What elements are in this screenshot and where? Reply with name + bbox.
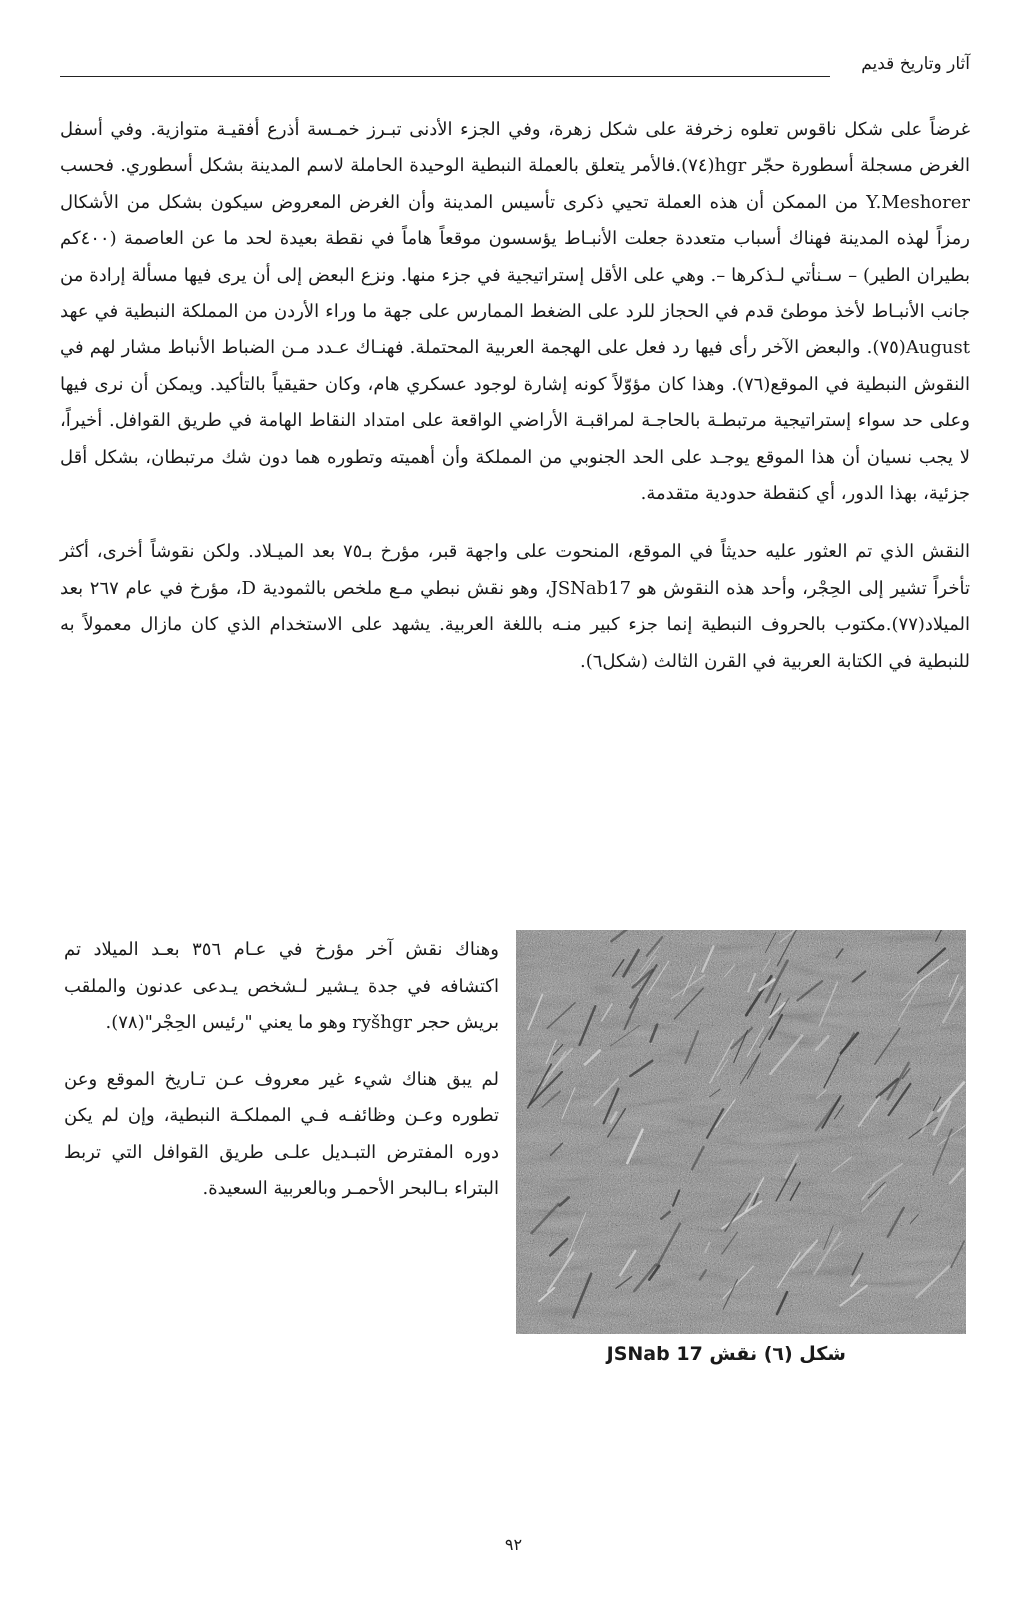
paragraph-1: غرضاً على شكل ناقوس تعلوه زخرفة على شكل زهرة، وفي الجزء الأدنى تبـرز خمـسة أذرع أفقيـة متوازية. وفي أسفل الغرض مسجلة أسطورة حجّر hgr(٧٤).فالأمر يتعلق بالعملة النبطية الوحيدة الحاملة لاسم المدينة بشكل أسطوري. فحسب Y.Meshorer من الممكن أن هذه العملة تحيي ذكرى تأسيس المدينة وأن الغرض المعروض سيكون بشكل من الأشكال رمزاً لهذه المدينة فهناك أسباب متعددة جعلت الأنبـاط يؤسسون موقعاً هاماً في نقطة بعيدة لحد ما عن العاصمة (٤٠٠كم بطيران الطير) – سـنأتي لـذكرها –. وهي على الأقل إستراتيجية في جزء منها. ونزع البعض إلى أن يرى فيها مسألة إرادة من جانب الأنبـاط لأخذ موطئ قدم في الحجاز للرد على الضغط الممارس على جهة ما وراء الأردن من المملكة النبطية في عهد August(٧٥). والبعض الآخر رأى فيها رد فعل على الهجمة العربية المحتملة. فهنـاك عـدد مـن الضباط الأنباط مشار لهم في النقوش النبطية في الموقع(٧٦). وهذا كان مؤوّلاً كونه إشارة لوجود عسكري هام، وكان حقيقياً بالتأكيد. ويمكن أن نرى فيها وعلى حد سواء إستراتيجية مرتبطـة بالحاجـة لمراقبـة الأراضي الواقعة على امتداد النقاط الهامة في طريق القوافل. أخيراً، لا يجب نسيان أن هذا الموقع يوجـد على الحد الجنوبي من المملكة وأن أهميته وتطوره هما دون شك مرتبطان، بشكل أقل جزئية، بهذا الدور، أي كنقطة حدودية متقدمة.	[60, 119, 970, 505]
side-paragraph-1: وهناك نقش آخر مؤرخ في عـام ٣٥٦ بعـد الميلاد تم اكتشافه في جدة يـشير لـشخص يـدعى عدنون والملقب بريش حجر ryšhgr وهو ما يعني "رئيس الحِجْر"(٧٨).	[64, 939, 499, 1033]
side-paragraph-2: لم يبق هناك شيء غير معروف عـن تـاريخ الموقع وعن تطوره وعـن وظائفـه فـي المملكـة النبطية، وإن لم يكن دوره المفترض التبـديل علـى طريق القوافل التي تربط البتراء بـالبحر الأحمـر وبالعربية السعيدة.	[64, 1068, 499, 1199]
page-number: ٩٢	[504, 1535, 523, 1554]
running-header	[60, 54, 970, 84]
header-title: آثار وتاريخ قديم	[861, 54, 970, 74]
main-text	[60, 112, 970, 680]
inscription-photo	[516, 930, 966, 1334]
header-rule	[60, 76, 830, 77]
paragraph-2: النقش الذي تم العثور عليه حديثاً في الموقع، المنحوت على واجهة قبر، مؤرخ بـ٧٥ بعد الميـلاد. ولكن نقوشاً أخرى، أكثر تأخراً تشير إلى الحِجْر، وأحد هذه النقوش هو JSNab17، وهو نقش نبطي مـع ملخص بالثمودية D، مؤرخ في عام ٢٦٧ بعد الميلاد(٧٧).مكتوب بالحروف النبطية إنما جزء كبير منـه باللغة العربية. يشهد على الاستخدام الذي كان مازال معمولاً به للنبطية في الكتابة العربية في القرن الثالث (شكل٦).	[60, 541, 970, 672]
side-text	[64, 932, 499, 1208]
stone-streaks	[516, 930, 966, 1334]
inscription-stone-image	[516, 930, 966, 1334]
figure-caption: شكل (٦) نقش JSNab 17	[606, 1343, 846, 1365]
